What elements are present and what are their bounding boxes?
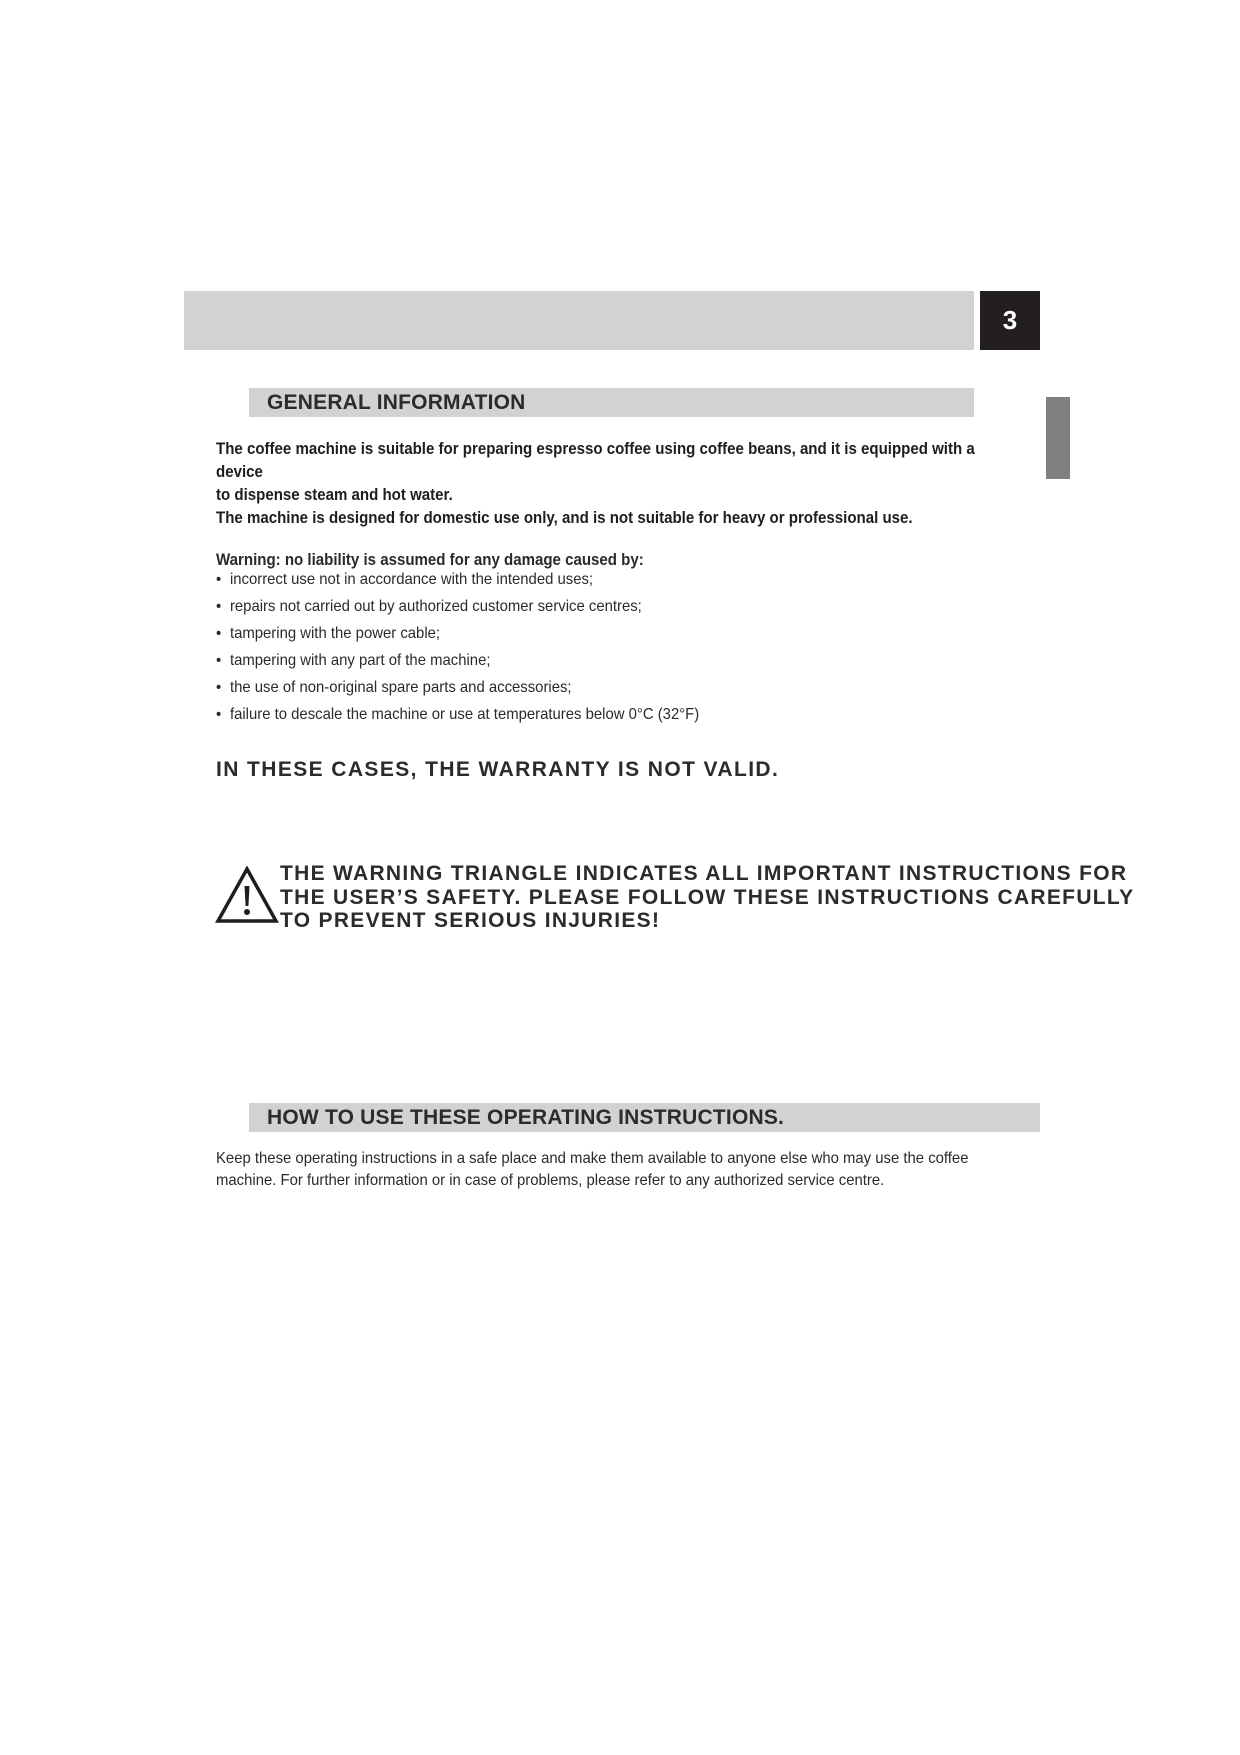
how-to-use-line: Keep these operating instructions in a safe place and make them available to anyone else who may use the coffee <box>216 1150 969 1167</box>
list-item-text: the use of non-original spare parts and accessories; <box>229 679 572 696</box>
intro-line: The machine is designed for domestic use only, and is not suitable for heavy or professional use. <box>216 509 913 527</box>
liability-warning <box>216 550 976 732</box>
how-to-use-heading: HOW TO USE THESE OPERATING INSTRUCTIONS. <box>249 1103 1040 1132</box>
page-header-bar <box>184 291 974 350</box>
bullet-icon: • <box>216 598 222 615</box>
list-item <box>216 705 923 732</box>
side-section-tab <box>1046 397 1070 479</box>
how-to-use-line: machine. For further information or in case of problems, please refer to any authorized service centre. <box>216 1172 885 1189</box>
bullet-icon: • <box>216 571 222 588</box>
list-item <box>216 624 923 651</box>
list-item-text: repairs not carried out by authorized customer service centres; <box>229 598 642 615</box>
list-item <box>216 597 923 624</box>
warning-triangle-icon <box>215 866 279 924</box>
list-item-text: tampering with the power cable; <box>229 625 441 642</box>
liability-warning-title: Warning: no liability is assumed for any damage caused by: <box>216 551 644 569</box>
bullet-icon: • <box>216 679 222 696</box>
list-item-text: incorrect use not in accordance with the intended uses; <box>229 571 594 588</box>
warranty-notice: IN THESE CASES, THE WARRANTY IS NOT VALID. <box>216 758 780 781</box>
general-information-intro <box>216 438 988 530</box>
page-number: 3 <box>980 291 1040 350</box>
list-item <box>216 651 923 678</box>
safety-instructions-notice <box>280 862 1135 933</box>
intro-line: to dispense steam and hot water. <box>216 486 453 504</box>
bullet-icon: • <box>216 706 222 723</box>
list-item-text: tampering with any part of the machine; <box>229 652 491 669</box>
bullet-icon: • <box>216 625 222 642</box>
safety-line: THE WARNING TRIANGLE INDICATES ALL IMPORTANT INSTRUCTIONS FOR <box>280 862 1128 885</box>
list-item-text: failure to descale the machine or use at temperatures below 0°C (32°F) <box>229 706 700 723</box>
liability-list <box>216 570 976 732</box>
safety-line: TO PREVENT SERIOUS INJURIES! <box>280 909 661 932</box>
safety-line: THE USER’S SAFETY. PLEASE FOLLOW THESE INSTRUCTIONS CAREFULLY <box>280 885 1135 909</box>
how-to-use-text <box>216 1148 1016 1192</box>
general-information-heading: GENERAL INFORMATION <box>249 388 974 417</box>
intro-line: The coffee machine is suitable for preparing espresso coffee using coffee beans, and it is equipped with a device <box>216 440 975 481</box>
bullet-icon: • <box>216 652 222 669</box>
list-item <box>216 570 923 597</box>
list-item <box>216 678 923 705</box>
